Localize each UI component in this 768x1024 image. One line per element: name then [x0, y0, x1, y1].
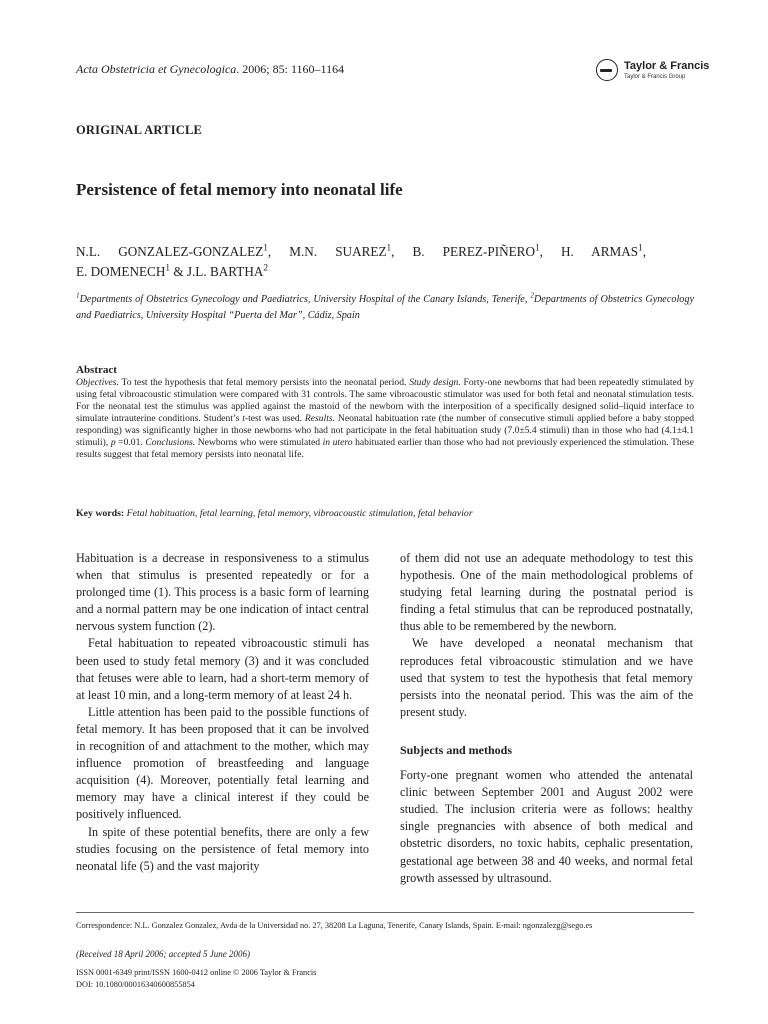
author-affiliation-mark: 1: [638, 242, 643, 253]
body-paragraph: Habituation is a decrease in responsiveness to a stimulus when that stimulus is presented repeatedly or for a prolonged time (1). This process is a basic form of learning and a normal pattern may be one indication of intact central nervous system function (2).: [76, 551, 369, 634]
keywords: [76, 507, 694, 520]
author-affiliation-mark: 2: [263, 262, 268, 273]
section-heading: Subjects and methods: [400, 742, 513, 757]
doi-line: DOI: 10.1080/00016340600855854: [76, 980, 195, 989]
author-name: , H. ARMAS: [539, 244, 639, 259]
publisher-logo-subtitle: Taylor & Francis Group: [624, 74, 686, 80]
body-paragraph: Fetal habituation to repeated vibroacoustic stimuli has been used to study fetal memory (3) and it was concluded that fetuses were able to learn, had a short-term memory of at least 10 min, and a long-term memory of at least 24 h.: [76, 636, 369, 702]
author-name: E. DOMENECH: [76, 264, 166, 279]
abstract-text: Forty-one newborns that had been repeatedly stimulated by using fetal vibroacoustic stimulation were compared with 31 controls. The same vibroacoustic stimulator was used for both fetal and neonatal stimulation tests. For the neonatal test the stimulus was applied against the mastoid of the newborn with the interposition of a specifically designed solid–liquid interface to simulate intrauterine conditions. Student’s: [76, 377, 694, 424]
abstract-label: Conclusions.: [145, 437, 196, 448]
affiliation-text: Departments of Obstetrics Gynecology and Paediatrics, University Hospital of the Canary Islands, Tenerife,: [79, 294, 531, 305]
abstract-text: -test was used.: [244, 413, 305, 424]
affiliation-text: Departments of Obstetrics Gynecology and Paediatrics, University Hospital “Puerta del Mar”, Cádiz, Spain: [76, 294, 694, 321]
author-affiliation-mark: 1: [386, 242, 392, 253]
abstract-body: [76, 377, 694, 461]
abstract-text: habituated earlier than those who had not previously experienced the stimulation. These results suggest that fetal memory persists into neonatal life.: [76, 437, 694, 460]
author-list-line-2: [76, 262, 268, 282]
author-name: & J.L. BARTHA: [170, 264, 264, 279]
abstract-symbol: p: [110, 437, 116, 448]
author-list-line-1: [76, 242, 646, 262]
author-affiliation-mark: 1: [263, 242, 268, 253]
journal-volume-pages: . 2006; 85: 1160–1164: [236, 62, 345, 76]
abstract-text: Neonatal habituation rate (the number of consecutive stimuli applied before a baby stopped responding) was significantly higher in those newborns who had not participate in the fetal habituation study (7.0±5.4 stimuli) than in those who had (4.1±4.1 stimuli),: [76, 413, 694, 448]
publication-info: [76, 967, 316, 991]
abstract-text: Newborns who were stimulated: [195, 437, 323, 448]
body-paragraph: Little attention has been paid to the possible functions of fetal memory. It has been proposed that it can be involved in recognition of and attachment to the mother, which may influence promotion of breastfeeding and language acquisition (4). Moreover, potentially fetal learning and memory may have a clinical interest if they could be positively influenced.: [76, 704, 369, 822]
body-paragraph: of them did not use an adequate methodology to test this hypothesis. One of the main methodological problems of studying fetal learning during the postnatal period is finding a fetal stimulus that can be reproduced postnatally, thus able to be remembered by the newborn.: [400, 551, 693, 634]
author-name: N.L. GONZALEZ-GONZALEZ: [76, 244, 264, 259]
publisher-logo: [596, 58, 710, 88]
abstract-label: Objectives.: [76, 377, 119, 388]
body-paragraph: We have developed a neonatal mechanism that reproduces fetal vibroacoustic stimulation and we have used that system to test the hypothesis that fetal memory persists into the neonatal period. This was the aim of the present study.: [400, 636, 693, 719]
body-paragraph: In spite of these potential benefits, there are only a few studies focusing on the persistence of fetal memory into neonatal life (5) and the vast majority: [76, 824, 369, 873]
article-title: Persistence of fetal memory into neonatal life: [76, 180, 403, 199]
footnote-divider: [76, 912, 694, 913]
journal-citation: [76, 62, 344, 77]
keywords-label: Key words:: [76, 508, 125, 519]
abstract-term: in utero: [322, 437, 353, 448]
issn-line: ISSN 0001-6349 print/ISSN 1600-0412 online © 2006 Taylor & Francis: [76, 968, 317, 977]
abstract-text: To test the hypothesis that fetal memory persists into the neonatal period.: [118, 377, 410, 388]
publisher-lamp-icon: [596, 59, 618, 81]
author-name: , B. PEREZ-PIÑERO: [391, 244, 535, 259]
publisher-logo-name: Taylor & Francis: [624, 60, 710, 72]
affiliations: [76, 292, 694, 324]
author-affiliation-mark: 1: [165, 262, 171, 273]
correspondence-note: Correspondence: N.L. Gonzalez Gonzalez, Avda de la Universidad no. 27, 38208 La Laguna, Tenerife, Canary Islands, Spain. E-mail: ngonzalezg@sego.es: [76, 921, 593, 930]
body-column-right: [400, 550, 693, 887]
affiliation-mark: 2: [530, 291, 534, 300]
author-affiliation-mark: 1: [535, 242, 540, 253]
article-type: ORIGINAL ARTICLE: [76, 123, 203, 137]
author-name: , M.N. SUAREZ: [267, 244, 387, 259]
received-dates: (Received 18 April 2006; accepted 5 June 2006): [76, 949, 251, 959]
affiliation-mark: 1: [76, 291, 80, 300]
abstract-heading: Abstract: [76, 364, 117, 376]
body-paragraph: Forty-one pregnant women who attended the antenatal clinic between September 2001 and August 2002 were studied. The inclusion criteria were as follows: healthy single pregnancies with absence of both medical and obstetric disorders, no toxic habits, cephalic presentation, gestational age between 38 and 40 weeks, and normal fetal growth assessed by ultrasound.: [400, 768, 693, 885]
body-column-left: [76, 550, 369, 875]
keywords-value: Fetal habituation, fetal learning, fetal memory, vibroacoustic stimulation, fetal behavior: [124, 508, 473, 519]
abstract-symbol: t: [242, 413, 245, 424]
abstract-label: Results.: [304, 413, 336, 424]
abstract-text: =0.01.: [115, 437, 146, 448]
journal-name: Acta Obstetricia et Gynecologica: [76, 62, 237, 76]
author-separator: ,: [642, 244, 646, 259]
abstract-label: Study design.: [409, 377, 461, 388]
